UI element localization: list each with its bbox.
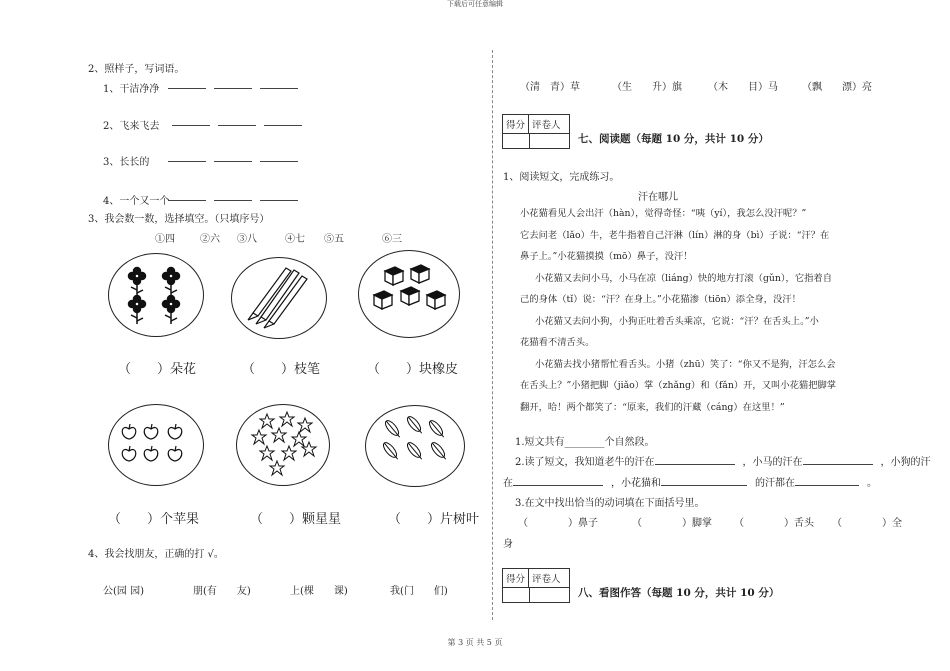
top-item-4: （飘 漂）亮	[802, 82, 872, 93]
option-1: ①四	[155, 234, 175, 245]
q3-item-2: （ ）脚掌	[632, 518, 712, 529]
passage-line-7: 花猫看不清舌头。	[520, 337, 595, 348]
caption-stars: （ ）颗星星	[250, 512, 342, 527]
grader-label: 评卷人	[532, 574, 561, 585]
q3-item-3: （ ）舌头	[734, 518, 814, 529]
caption-leaves: （ ）片树叶	[388, 512, 480, 527]
passage-line-10: 翻开，哈！两个都笑了：“原来，我们的汗藏（cáng）在这里！”	[520, 402, 785, 413]
section7-title: 七、阅读题（每题 10 分，共计 10 分）	[578, 133, 769, 145]
flower-icon	[109, 254, 203, 336]
reading-q3: 3.在文中找出恰当的动词填在下面括号里。	[515, 498, 705, 509]
apples-oval	[108, 404, 204, 486]
option-6: ⑥三	[382, 234, 402, 245]
passage-line-2: 它去问老（lǎo）牛，老牛指着自己汗淋（lín）淋的身（bì）子说：“汗？在	[520, 230, 830, 241]
caption-flowers: （ ）朵花	[118, 362, 197, 377]
caption-apples: （ ）个苹果	[108, 512, 200, 527]
q4-title: 4、我会找朋友，正确的打 √。	[88, 549, 224, 560]
score-box-8	[502, 568, 570, 603]
passage-line-6: 小花猫又去问小狗，小狗正吐着舌头乘凉，它说：“汗？在舌头上。”小	[535, 316, 819, 327]
score-box-7	[502, 114, 570, 149]
q3-tail: 身	[503, 539, 513, 550]
option-2: ②六	[200, 234, 220, 245]
score-label: 得分	[503, 115, 529, 133]
eraser-icon	[359, 251, 459, 337]
q4-item-3: 上(棵 课)	[290, 586, 348, 597]
grader-label: 评卷人	[532, 120, 561, 131]
q4-item-1: 公(园 园)	[103, 586, 144, 597]
q3-title: 3、我会数一数，选择填空。（只填序号）	[88, 214, 270, 225]
page-number: 第 3 页 共 5 页	[447, 638, 503, 647]
erasers-oval	[358, 250, 460, 338]
q4-item-2: 朋(有 友)	[193, 586, 251, 597]
leaf-icon	[366, 406, 464, 486]
section8-title: 八、看图作答（每题 10 分，共计 10 分）	[578, 587, 780, 599]
top-item-3: （木 目）马	[708, 82, 778, 93]
stars-oval	[236, 404, 330, 486]
q2-title: 2、照样子，写词语。	[88, 64, 185, 75]
header-note: 下载后可任意编辑	[447, 0, 503, 8]
passage-line-5: 己的身体（tǐ）说：“汗？在身上。”小花猫渗（tiōn）添全身，没汗！	[520, 294, 801, 305]
option-5: ⑤五	[324, 234, 344, 245]
q3-item-4: （ ）全	[832, 518, 902, 529]
passage-title: 汗在哪儿	[638, 192, 678, 203]
reading-q1: 1.短文共有________个自然段。	[515, 437, 655, 448]
passage-line-9: 在舌头上？”小猪把脚（jiǎo）掌（zhǎng）和（fǎn）开，又叫小花猫把脚掌	[520, 380, 837, 391]
q4-item-4: 我(门 们)	[390, 586, 448, 597]
top-item-2: （生 升）旗	[612, 82, 682, 93]
column-divider	[492, 50, 493, 620]
section7-instruction: 1、阅读短文，完成练习。	[503, 172, 620, 183]
q3-item-1: （ ）鼻子	[518, 518, 598, 529]
passage-line-8: 小花猫去找小猪帮忙看舌头。小猪（zhū）笑了：“你又不是狗，汗怎么会	[535, 359, 836, 370]
pencil-icon	[232, 258, 326, 338]
flowers-oval	[108, 253, 204, 337]
option-3: ③八	[237, 234, 257, 245]
score-label: 得分	[503, 569, 529, 587]
pencils-oval	[231, 257, 327, 339]
top-item-1: （清 青）草	[520, 82, 580, 93]
apple-icon	[109, 405, 203, 485]
caption-pencils: （ ）枝笔	[242, 362, 321, 377]
leaves-oval	[365, 405, 465, 487]
passage-line-3: 鼻子上。”小花猫摸摸（mō）鼻子，没汗！	[520, 251, 693, 262]
passage-line-1: 小花猫看见人会出汗（hàn），觉得奇怪：“咦（yí），我怎么没汗呢？”	[520, 208, 807, 219]
reading-q2-line2: 在 ，小花猫和 的汗都在 。	[503, 478, 877, 489]
option-4: ④七	[285, 234, 305, 245]
star-icon	[237, 405, 329, 485]
reading-q2-line1: 2.读了短文，我知道老牛的汗在 ，小马的汗在 ，小狗的汗	[515, 457, 931, 468]
passage-line-4: 小花猫又去问小马，小马在凉（liáng）快的地方打滚（gǔn），它指着自	[535, 273, 833, 284]
caption-erasers: （ ）块橡皮	[367, 362, 459, 377]
